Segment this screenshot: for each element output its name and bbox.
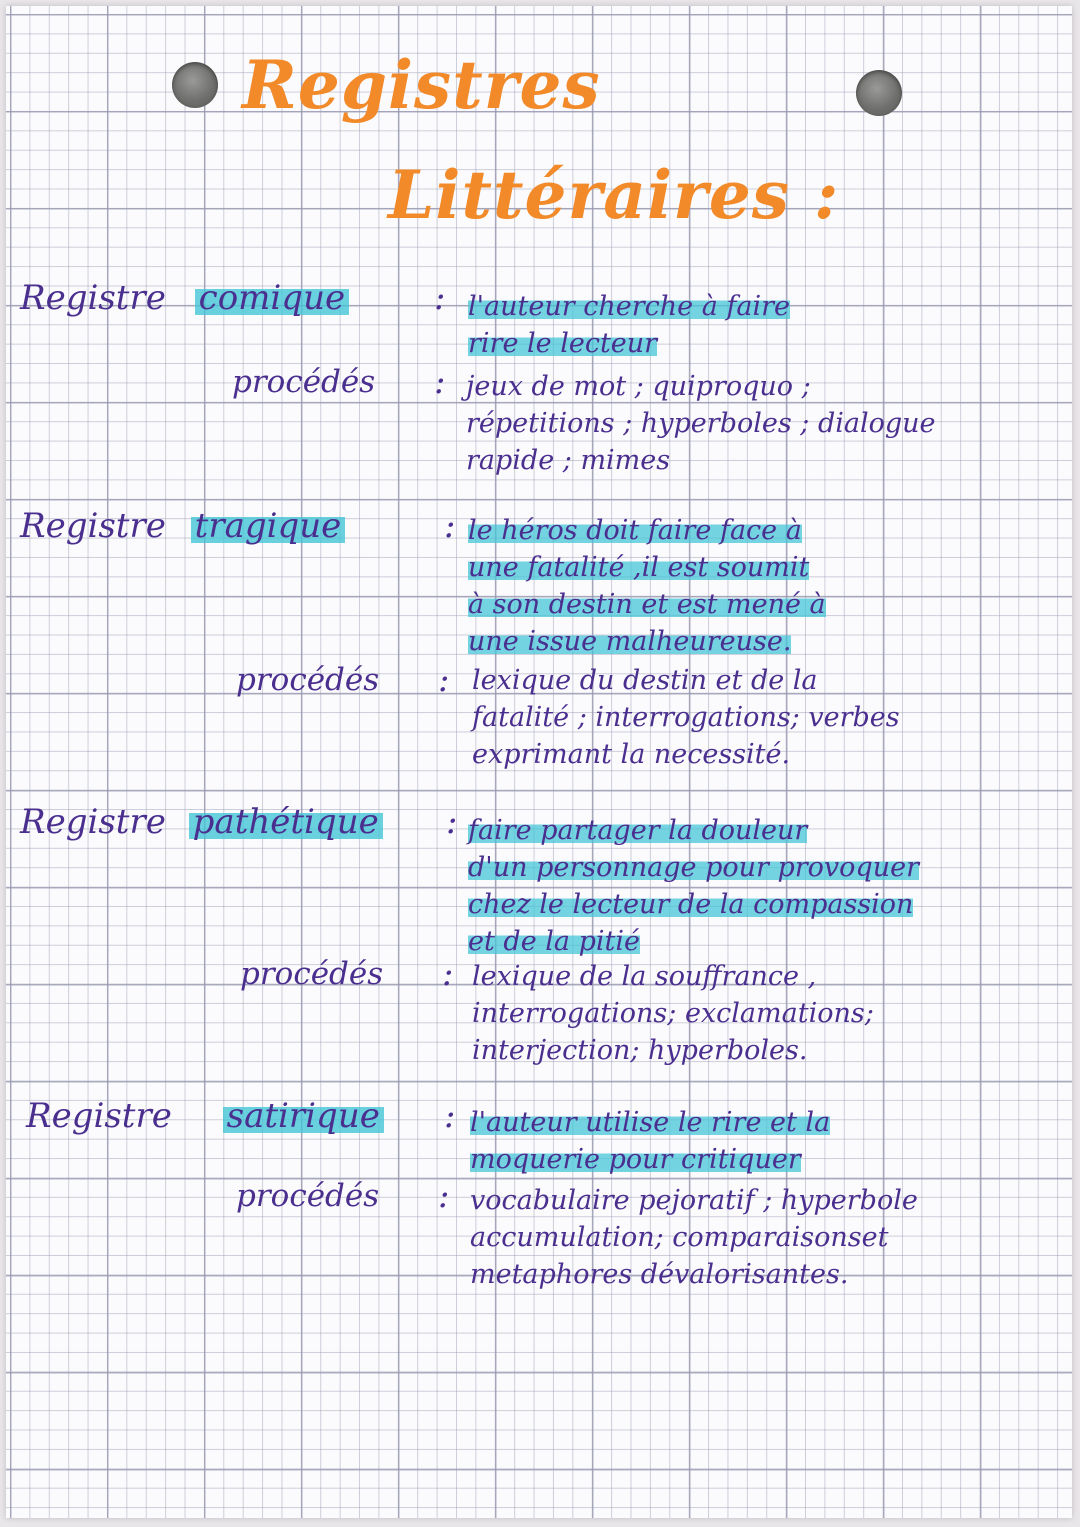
definition-line: chez le lecteur de la compassion — [468, 889, 914, 920]
section-pathetique-label — [20, 802, 383, 842]
colon: : — [444, 506, 456, 546]
register-name: satirique — [223, 1096, 384, 1136]
definition-line: l'auteur cherche à faire — [468, 291, 791, 322]
register-name: pathétique — [189, 802, 383, 842]
punch-hole-left — [172, 62, 218, 108]
section-satirique-procedes — [470, 1182, 1070, 1293]
page-title-line2: Littéraires : — [388, 156, 840, 234]
definition-line: et de la pitié — [468, 926, 640, 957]
register-word: Registre — [20, 802, 166, 842]
section-satirique-procedes-label: procédés — [236, 1178, 380, 1214]
definition-line: moquerie pour critiquer — [470, 1144, 801, 1175]
register-word: Registre — [20, 506, 166, 546]
procedes-line: répetitions ; hyperboles ; dialogue — [466, 408, 936, 439]
register-word: Registre — [26, 1096, 172, 1136]
section-pathetique-procedes-label: procédés — [240, 956, 384, 992]
procedes-line: lexique de la souffrance , — [472, 961, 817, 992]
section-pathetique-procedes — [472, 958, 1072, 1069]
definition-line: l'auteur utilise le rire et la — [470, 1107, 831, 1138]
section-tragique-label — [20, 506, 345, 546]
section-tragique-definition — [468, 512, 1068, 660]
section-comique-label — [20, 278, 349, 318]
colon: : — [446, 802, 458, 842]
register-name: tragique — [191, 506, 346, 546]
definition-line: une issue malheureuse. — [468, 626, 792, 657]
procedes-line: accumulation; comparaisonset — [470, 1222, 889, 1253]
procedes-line: fatalité ; interrogations; verbes — [472, 702, 900, 733]
colon: : — [434, 278, 446, 318]
section-tragique-procedes-label: procédés — [236, 662, 380, 698]
procedes-line: lexique du destin et de la — [472, 665, 818, 696]
definition-line: rire le lecteur — [468, 328, 658, 359]
procedes-line: metaphores dévalorisantes. — [470, 1259, 849, 1290]
notebook-page — [6, 6, 1072, 1518]
procedes-line: rapide ; mimes — [466, 445, 671, 476]
colon: : — [438, 1176, 450, 1216]
procedes-line: vocabulaire pejoratif ; hyperbole — [470, 1185, 918, 1216]
section-comique-procedes-label: procédés — [232, 364, 376, 400]
section-pathetique-definition — [468, 812, 1068, 960]
page-title-line1: Registres — [242, 46, 601, 124]
colon: : — [444, 1096, 456, 1136]
section-tragique-procedes — [472, 662, 1072, 773]
procedes-line: interrogations; exclamations; — [472, 998, 874, 1029]
definition-line: une fatalité ,il est soumit — [468, 552, 810, 583]
section-comique-procedes — [466, 368, 1066, 479]
procedes-line: interjection; hyperboles. — [472, 1035, 808, 1066]
definition-line: faire partager la douleur — [468, 815, 808, 846]
register-word: Registre — [20, 278, 166, 318]
punch-hole-right — [856, 70, 902, 116]
definition-line: à son destin et est mené à — [468, 589, 826, 620]
register-name: comique — [195, 278, 349, 318]
colon: : — [434, 362, 446, 402]
procedes-line: exprimant la necessité. — [472, 739, 791, 770]
section-satirique-label — [26, 1096, 384, 1136]
colon: : — [438, 660, 450, 700]
procedes-line: jeux de mot ; quiproquo ; — [466, 371, 811, 402]
section-comique-definition — [468, 288, 1068, 362]
section-satirique-definition — [470, 1104, 1070, 1178]
definition-line: d'un personnage pour provoquer — [468, 852, 919, 883]
colon: : — [442, 954, 454, 994]
definition-line: le héros doit faire face à — [468, 515, 802, 546]
